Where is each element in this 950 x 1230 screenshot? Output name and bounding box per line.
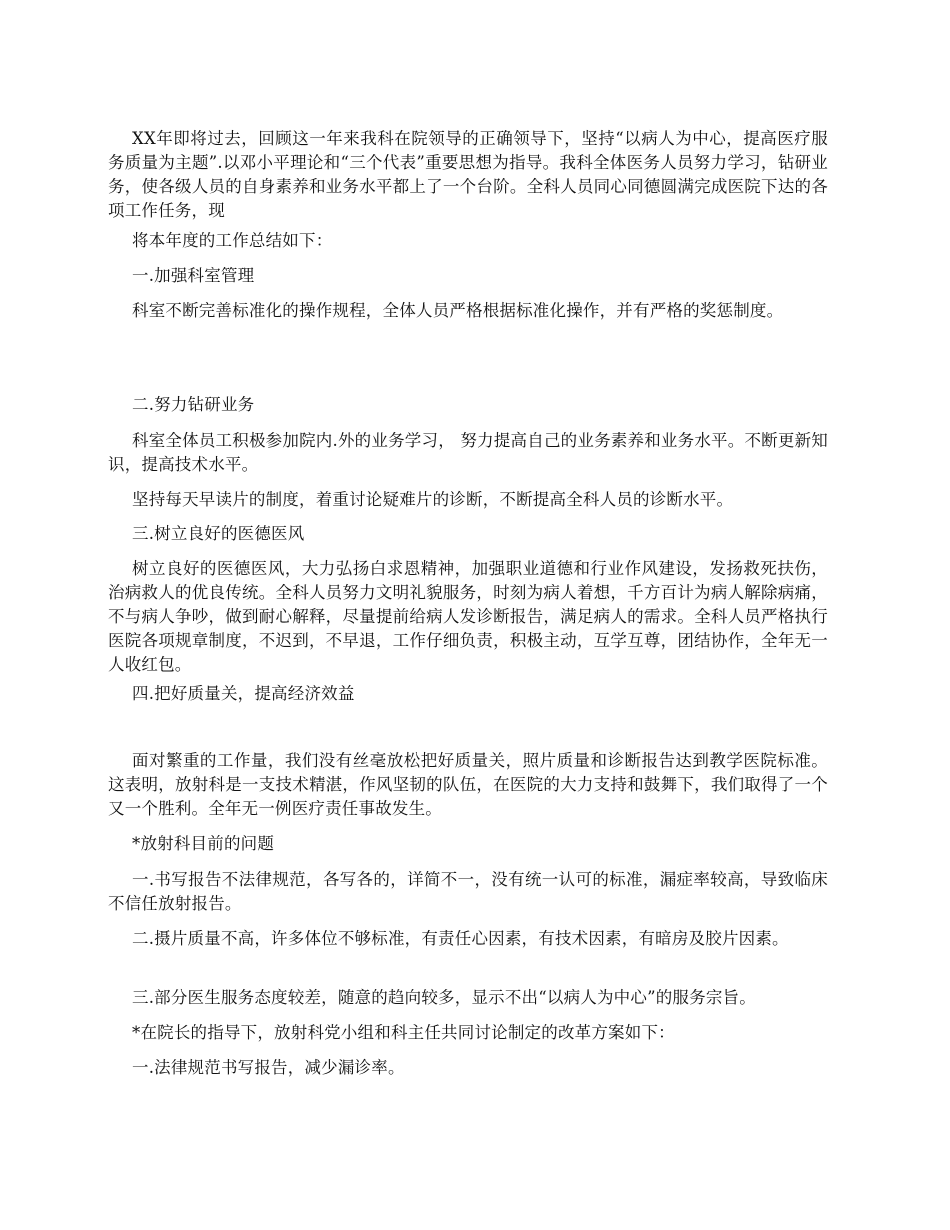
reading-paragraph: 坚持每天早读片的制度，着重讨论疑难片的诊断，不断提高全科人员的诊断水平。 xyxy=(132,490,734,509)
section-heading-quality: 四.把好质量关，提高经济效益 xyxy=(132,684,355,703)
study-paragraph: 科室全体员工积极参加院内.外的业务学习， 努力提高自己的业务素养和业务水平。不断更新知识，提高技术水平。 xyxy=(108,431,828,474)
section-heading-ethics: 三.树立良好的医德医风 xyxy=(132,524,305,543)
reform-item-1: 一.法律规范书写报告，减少漏诊率。 xyxy=(132,1058,405,1077)
quality-paragraph: 面对繁重的工作量，我们没有丝毫放松把好质量关，照片质量和诊断报告达到教学医院标准。这表明，放射科是一支技术精湛，作风坚韧的队伍，在医院的大力支持和鼓舞下，我们取得了一个又一个胜利。全年无一例医疗责任事故发生。 xyxy=(108,751,828,818)
management-paragraph: 科室不断完善标准化的操作规程，全体人员严格根据标准化操作，并有严格的奖惩制度。 xyxy=(132,301,784,320)
section-heading-management: 一.加强科室管理 xyxy=(132,266,255,285)
problems-heading: *放射科目前的问题 xyxy=(132,834,275,853)
reform-plan-heading: *在院长的指导下，放射科党小组和科主任共同讨论制定的改革方案如下： xyxy=(132,1023,675,1042)
summary-lead-line: 将本年度的工作总结如下： xyxy=(132,231,333,250)
intro-paragraph: XX年即将过去，回顾这一年来我科在院领导的正确领导下，坚持“以病人为中心，提高医疗服务质量为主题”.以邓小平理论和“三个代表”重要思想为指导。我科全体医务人员努力学习，钻研业务，使各级人员的自身素养和业务水平都上了一个台阶。全科人员同心同德圆满完成医院下达的各项工作任务，现 xyxy=(108,129,828,220)
problem-item-2: 二.摄片质量不高，许多体位不够标准，有责任心因素，有技术因素，有暗房及胶片因素。 xyxy=(132,929,789,948)
problem-item-3: 三.部分医生服务态度较差，随意的趋向较多，显示不出“以病人为中心”的服务宗旨。 xyxy=(132,988,756,1007)
ethics-paragraph: 树立良好的医德医风，大力弘扬白求恩精神，加强职业道德和行业作风建设，发扬救死扶伤，治病救人的优良传统。全科人员努力文明礼貌服务，时刻为病人着想，千方百计为病人解除病痛，不与病人争吵，做到耐心解释，尽量提前给病人发诊断报告，满足病人的需求。全科人员严格执行医院各项规章制度，不迟到，不早退，工作仔细负责，积极主动，互学互尊，团结协作，全年无一人收红包。 xyxy=(108,559,828,674)
problem-item-1: 一.书写报告不法律规范，各写各的，详简不一，没有统一认可的标准，漏症率较高，导致临床不信任放射报告。 xyxy=(108,870,828,913)
section-heading-study: 二.努力钻研业务 xyxy=(132,395,255,414)
